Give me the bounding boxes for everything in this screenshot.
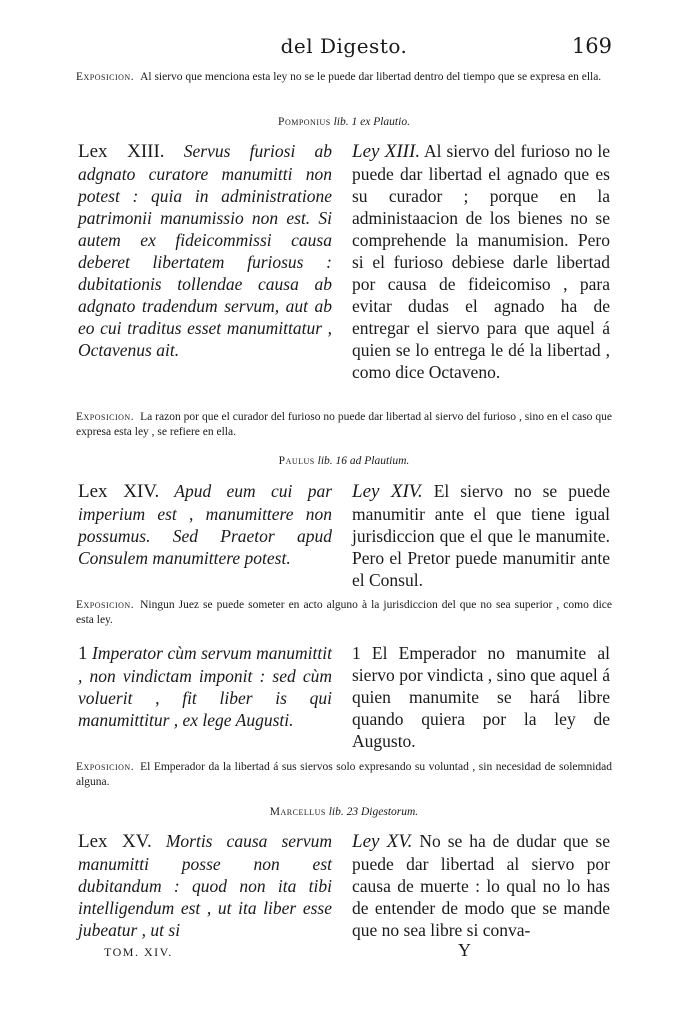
lex-label: Lex XIII. — [78, 141, 165, 162]
spanish-text: El siervo no se puede manumitir ante el que tiene igual jurisdiccion que el que le manumite. Pero el Pretor puede manumitir ante el Consul. — [352, 481, 611, 590]
exposicion-note — [76, 760, 612, 790]
note-text: El Emperador da la libertad á sus siervos solo expresando su voluntad , sin necesidad de solemnidad alguna. — [76, 761, 612, 788]
source-ref: lib. 23 Digestorum. — [328, 806, 419, 818]
spanish-column — [352, 830, 610, 941]
spanish-text: Al siervo del furioso no le puede dar libertad el agnado que es su curador ; porque en la administaacion de los bienes no se comprehende la manumision. Pero si el furioso debiese darle libertad por causa de fideicomiso , para evitar dudas el agnado ha de entregar el siervo para que aquel á quien se lo entrega le dé la libertad , como dice Octaveno. — [352, 141, 610, 382]
signature-mark: Y — [458, 940, 471, 960]
note-lead: Exposicion. — [76, 761, 135, 773]
source-citation — [76, 806, 612, 818]
paragraph-number: 1 — [78, 643, 88, 664]
exposicion-note — [76, 70, 612, 85]
source-ref: lib. 16 ad Plautium. — [317, 455, 410, 467]
lex-label: Lex XV. — [78, 831, 152, 852]
ley-label: Ley XV. — [352, 831, 413, 852]
spanish-text: El Emperador no manumite al siervo por vindicta , sino que aquel á quien manumite se hará libre quando quiera por la ley de Augusto. — [352, 643, 611, 751]
volume-label: TOM. XIV. — [104, 945, 173, 959]
note-text: La razon por que el curador del furioso no puede dar libertad al siervo del furioso , sino en el caso que expresa esta ley , se refiere en ella. — [76, 411, 612, 438]
source-ref: lib. 1 ex Plautio. — [333, 116, 410, 128]
page-header — [76, 34, 612, 62]
exposicion-note — [76, 410, 612, 440]
lex-label: Lex XIV. — [78, 481, 160, 502]
source-author: Marcellus — [269, 806, 326, 818]
source-author: Paulus — [278, 455, 315, 467]
note-text: Ningun Juez se puede someter en acto alguno à la jurisdiccion del que no sea superior , como dice esta ley. — [76, 599, 612, 626]
note-text: Al siervo que menciona esta ley no se le puede dar libertad dentro del tiempo que se expresa en ella. — [140, 71, 602, 83]
ley-label: Ley XIV. — [352, 481, 423, 502]
latin-column — [78, 642, 332, 731]
latin-text: Servus furiosi ab adgnato curatore manumitti non potest : quia in administratione patrimonii manumissio non est. Si autem ex fideicommissi causa deberet libertatem furiosus : dubitationis tollendae causa ab adgnato tradendum servum, aut ab eo cui traditus esset manumittatur , Octavenus ait. — [78, 141, 332, 360]
paragraph-number: 1 — [352, 643, 361, 663]
latin-text: Imperator cùm servum manumittit , non vindictam imponit : sed cùm voluerit , fit liber is qui manumittitur , ex lege Augusti. — [78, 643, 332, 730]
note-lead: Exposicion. — [76, 411, 135, 423]
exposicion-note — [76, 598, 612, 628]
source-citation — [76, 116, 612, 128]
running-title: del Digesto. — [280, 34, 408, 58]
latin-text: Apud eum cui par imperium est , manumittere non possumus. Sed Praetor apud Consulem manumittere potest. — [78, 481, 333, 568]
spanish-text: No se ha de dudar que se puede dar libertad al siervo por causa de muerte : lo qual no lo has de entender de modo que se mande que no sea libre si conva- — [352, 831, 610, 940]
ley-label: Ley XIII. — [352, 141, 421, 162]
latin-column — [78, 140, 332, 361]
latin-column — [78, 480, 332, 569]
note-lead: Exposicion. — [76, 71, 135, 83]
spanish-column — [352, 480, 610, 591]
latin-column — [78, 830, 332, 941]
spanish-column — [352, 642, 610, 752]
note-lead: Exposicion. — [76, 599, 135, 611]
latin-text: Mortis causa servum manumitti posse non est dubitandum : quod non ita tibi intelligendum est , ut ita liber esse jubeatur , ut si — [78, 831, 332, 940]
page-number: 169 — [571, 34, 612, 58]
spanish-column — [352, 140, 610, 383]
source-citation — [76, 455, 612, 467]
source-author: Pomponius — [278, 116, 331, 128]
